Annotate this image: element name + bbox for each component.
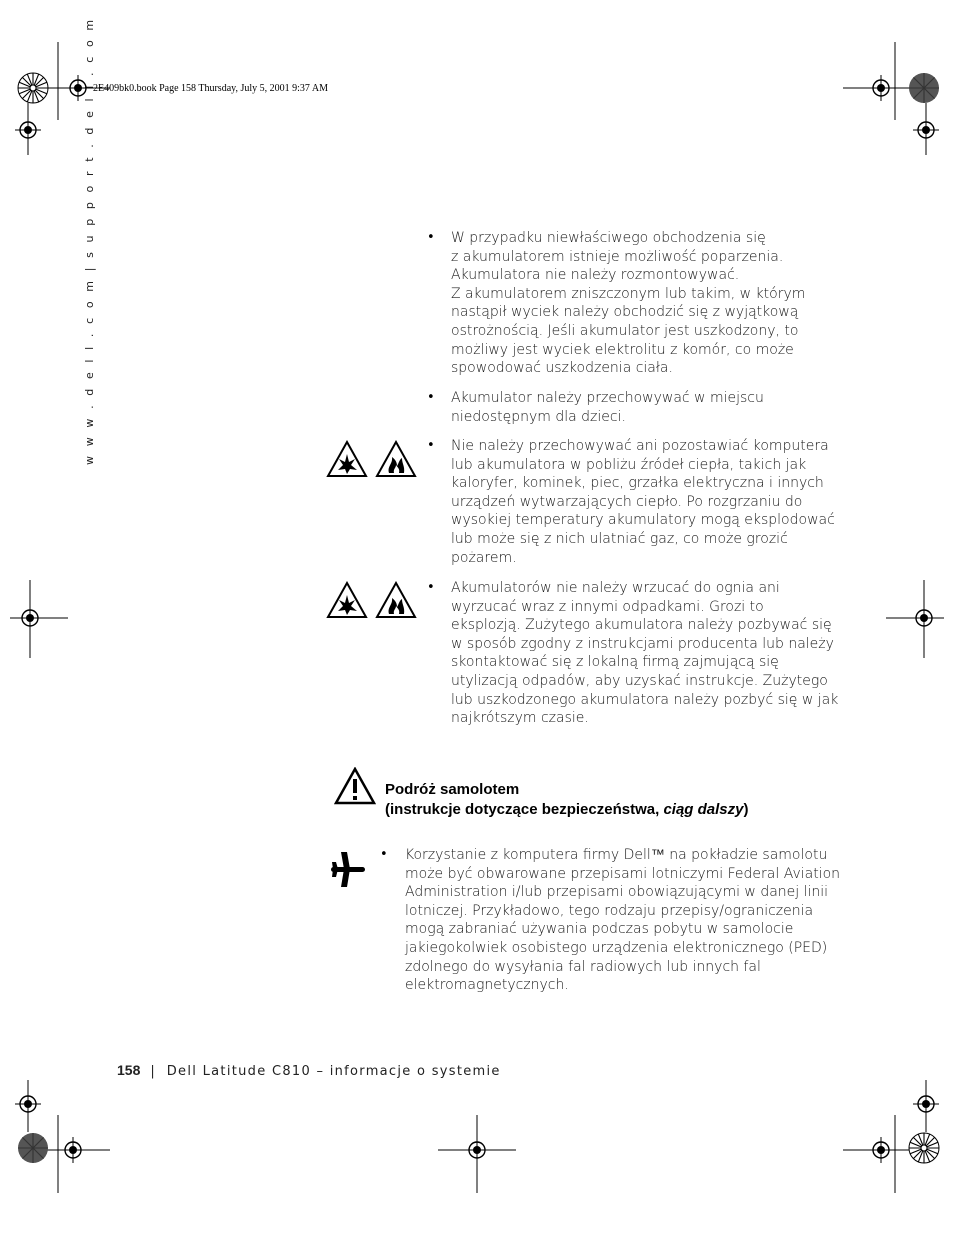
text-line: lub akumulatora w pobliżu źródeł ciepła, takich jak xyxy=(451,456,807,473)
text-line: lotniczej. Przykładowo, tego rodzaju przepisy/ograniczenia xyxy=(405,902,814,919)
text-line: ostrożnością. Jeśli akumulator jest uszkodzony, to xyxy=(451,322,799,339)
text-line: z akumulatorem istnieje możliwość poparzenia. xyxy=(451,248,784,265)
registration-mark-icon xyxy=(13,115,43,145)
text-line: nastąpił wyciek należy obchodzić się z wyjątkową xyxy=(451,304,799,321)
text-line: utylizacją odpadów, aby uzyskać instrukcje. Zużytego xyxy=(451,672,828,689)
footer-separator: | xyxy=(150,1064,155,1079)
footer-title: Dell Latitude C810 – informacje o systemie xyxy=(166,1064,501,1079)
text-line: niedostępnym dla dzieci. xyxy=(451,408,626,425)
text-line: Z akumulatorem zniszczonym lub takim, w którym xyxy=(451,285,806,302)
text-line: Nie należy przechowywać ani pozostawiać komputera xyxy=(451,438,829,454)
starburst-target-icon xyxy=(908,1132,940,1164)
text-line: w sposób zgodny z instrukcjami producenta lub należy xyxy=(451,635,834,652)
registration-mark-icon xyxy=(911,115,941,145)
heading-line-1: Podróż samolotem xyxy=(385,781,520,798)
starburst-target-icon xyxy=(17,1132,49,1164)
text-line: Korzystanie z komputera firmy Dell™ na pokładzie samolotu xyxy=(405,847,828,863)
warning-icons xyxy=(326,440,417,478)
heading-paren: ) xyxy=(743,800,749,818)
bullet-marker: • xyxy=(427,390,435,405)
registration-mark-icon xyxy=(911,1089,941,1119)
text-line: lub może się z nich ulatniać gaz, co może grozić xyxy=(451,530,788,547)
list-item xyxy=(451,389,764,426)
text-line: spowodować uszkodzenia ciała. xyxy=(451,360,673,377)
caution-icon xyxy=(334,767,376,805)
explosion-warning-icon xyxy=(326,440,368,478)
warning-icons xyxy=(326,581,417,619)
heading-text: (instrukcje dotyczące bezpieczeństwa, xyxy=(385,800,664,818)
list-item xyxy=(405,846,840,995)
text-line: zdolnego do wysyłania fal radiowych lub innych fal xyxy=(405,958,761,975)
text-line: jakiegokolwiek osobistego urządzenia elektronicznego (PED) xyxy=(405,939,828,956)
list-item xyxy=(451,579,838,728)
text-line: Akumulatora nie należy rozmontowywać. xyxy=(451,267,740,284)
text-line: W przypadku niewłaściwego obchodzenia się xyxy=(451,230,766,246)
print-slug: 2E409bk0.book Page 158 Thursday, July 5, 2001 9:37 AM xyxy=(93,83,328,94)
page-number: 158 xyxy=(117,1062,141,1078)
text-line: Akumulatorów nie należy wrzucać do ognia ani xyxy=(451,580,780,596)
text-line: wyrzucać wraz z innymi odpadkami. Grozi to xyxy=(451,598,764,615)
registration-mark-icon xyxy=(866,73,896,103)
page-footer xyxy=(117,1062,501,1079)
registration-mark-icon xyxy=(909,603,939,633)
text-line: możliwy jest wyciek elektrolitu z komór, co może xyxy=(451,341,794,358)
list-item xyxy=(451,229,805,378)
registration-mark-icon xyxy=(58,1135,88,1165)
text-line: wysokiej temperatury akumulatory mogą eksplodować xyxy=(451,512,835,529)
starburst-target-icon xyxy=(908,72,940,104)
text-line: eksplozją. Zużytego akumulatora należy pozbywać się xyxy=(451,617,832,634)
side-url-text: w w w . d e l l . c o m | s u p p o r t . d e l l . c o m xyxy=(83,16,96,465)
starburst-target-icon xyxy=(17,72,49,104)
fire-warning-icon xyxy=(375,581,417,619)
bullet-marker: • xyxy=(427,580,435,595)
registration-mark-icon xyxy=(462,1135,492,1165)
registration-mark-icon xyxy=(63,73,93,103)
heading-italic: ciąg dalszy xyxy=(663,800,744,818)
text-line: skontaktować się z lokalną firmą zajmującą się xyxy=(451,654,779,671)
section-heading xyxy=(385,780,748,819)
text-line: Administration i/lub przepisami obowiązującymi w danej linii xyxy=(405,884,829,901)
fire-warning-icon xyxy=(375,440,417,478)
explosion-warning-icon xyxy=(326,581,368,619)
bullet-marker: • xyxy=(427,438,435,453)
text-line: Akumulator należy przechowywać w miejscu xyxy=(451,390,764,406)
text-line: elektromagnetycznych. xyxy=(405,977,569,994)
text-line: mogą zabraniać używania podczas pobytu w samolocie xyxy=(405,921,794,938)
text-line: kaloryfer, kominek, piec, grzałka elektryczna i innych xyxy=(451,475,824,492)
airplane-icon xyxy=(328,850,368,890)
registration-mark-icon xyxy=(866,1135,896,1165)
heading-line-2 xyxy=(385,800,748,820)
list-item xyxy=(451,437,835,567)
text-line: najkrótszym czasie. xyxy=(451,710,589,727)
registration-mark-icon xyxy=(13,1089,43,1119)
text-line: lub uszkodzonego akumulatora należy pozbyć się w jak xyxy=(451,691,839,708)
bullet-marker: • xyxy=(380,847,388,862)
registration-mark-icon xyxy=(15,603,45,633)
text-line: urządzeń wytwarzających ciepło. Po rozgrzaniu do xyxy=(451,493,803,510)
text-line: może być obwarowane przepisami lotniczymi Federal Aviation xyxy=(405,865,841,882)
bullet-marker: • xyxy=(427,230,435,245)
text-line: pożarem. xyxy=(451,549,517,566)
